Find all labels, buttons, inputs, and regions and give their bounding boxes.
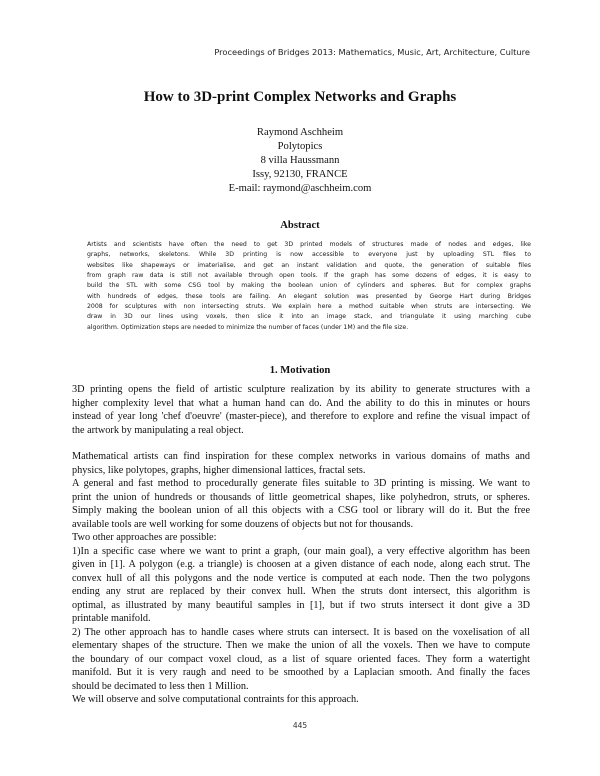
- body-line: printable manifold.: [72, 613, 151, 624]
- body-line: We will observe and solve computational contraints for this approach.: [72, 694, 359, 705]
- body-line: physics, like polytopes, graphs, higher dimensional lattices, fractal sets.: [72, 464, 366, 476]
- author-city: Issy, 92130, FRANCE: [252, 169, 348, 181]
- body-line: the boundary of our compact voxel cloud, as a list of square oriented faces. They form a watertight: [72, 653, 530, 665]
- section-heading-motivation: 1. Motivation: [269, 365, 331, 376]
- abstract-line: graphs, networks, skeletons. While 3D printing is now accessible to everyone just by uploading STL files to: [87, 251, 531, 259]
- running-header: Proceedings of Bridges 2013: Mathematics, Music, Art, Architecture, Culture: [214, 47, 530, 57]
- abstract-line: from graph raw data is still not available through open tools. If the graph has some dozens of edges, it is easy to: [87, 272, 531, 280]
- body-line: optimal, as illustrated by many beautiful samples in [1], but if two struts intersect it dont give a 3D: [72, 599, 530, 611]
- abstract-line: 2008 for sculptures with non intersecting struts. We explain here a method suitable when struts are intersecting. We: [87, 303, 531, 311]
- paper-title: How to 3D-print Complex Networks and Graphs: [143, 89, 457, 105]
- body-line: elementary shapes of the structure. Then we make the union of all the voxels. Then we have to compute: [72, 640, 530, 651]
- abstract-line: with hundreds of edges, these tools are failing. An elegant solution was presented by George Hart during Bridges: [87, 292, 531, 300]
- page-number: 445: [292, 721, 308, 730]
- motivation-paragraph-1: [72, 383, 530, 437]
- body-line: A general and fast method to procedurally generate files suitable to 3D printing is missing. We want to: [72, 478, 530, 489]
- abstract-line: build the STL with some CSG tool by making the boolean union of cylinders and spheres. But for complex graphs: [87, 282, 531, 290]
- author-street: 8 villa Haussmann: [260, 155, 340, 167]
- author-affiliation: Polytopics: [277, 141, 323, 153]
- body-line: 2) The other approach has to handle cases where struts can intersect. It is based on the voxelisation of all: [72, 626, 530, 638]
- abstract-line: draw in 3D our lines using voxels, then slice it into an image stack, and triangulate it using marching cube: [87, 313, 531, 321]
- body-line: Two other approaches are possible:: [72, 532, 217, 543]
- body-line: instead of year long 'chef d'oeuvre' (master-piece), and therefore to explore and refine the visual impact of: [72, 411, 530, 422]
- abstract-line: Artists and scientists have often the need to get 3D printed models of structures made of nodes and edges, like: [87, 241, 531, 248]
- author-block: [0, 126, 600, 196]
- body-line: higher complexity level that what a human hand can do. And the ability to do this in minutes or hours: [72, 397, 530, 409]
- body-line: available tools are well working for some douzens of objects but not for thousands.: [72, 518, 414, 530]
- author-name: Raymond Aschheim: [256, 127, 344, 138]
- body-line: should be decimated to less then 1 Million.: [72, 680, 249, 692]
- author-email: E-mail: raymond@aschheim.com: [228, 183, 372, 195]
- body-line: print the union of hundreds or thousands of little geometrical shapes, like polyhedron, struts, or spheres.: [72, 491, 530, 503]
- motivation-paragraph-2: [72, 450, 530, 707]
- body-line: 1)In a specific case where we want to print a graph, (our main goal), a very effective algorithm has been: [72, 545, 530, 557]
- abstract-heading: Abstract: [280, 220, 320, 231]
- body-line: the artwork by manipulating a real object.: [72, 424, 244, 436]
- body-line: Mathematical artists can find inspiration for these complex networks in various domains of maths and: [72, 451, 530, 462]
- body-line: manifold. But it is very raugh and need to be smoothed by a Laplacian smooth. And finally the faces: [72, 667, 530, 678]
- abstract-line: websites like shapeways or imaterialise, and get an instant validation and quote, the generation of suitable files: [87, 261, 531, 269]
- abstract-line: algorithm. Optimization steps are needed to minimize the number of faces (under 1M) and the file size.: [87, 323, 409, 331]
- body-line: convex hull of all this polygons and the node vertice is computed at each node. Then the two polygons: [72, 572, 530, 584]
- abstract-body: [87, 240, 531, 333]
- body-line: 3D printing opens the field of artistic sculpture realization by its ability to generate structures with a: [72, 384, 530, 395]
- body-line: Simply making the boolean union of all this objects with a CSG tool or library will do it. But the free: [72, 505, 530, 516]
- body-line: given in [1]. A polygon (e.g. a triangle) is choosen at a given distance of each node, along each strut. The: [72, 559, 530, 570]
- body-line: ending any strut are replaced by their convex hull. When the struts dont intersect, this algorithm is: [72, 586, 530, 597]
